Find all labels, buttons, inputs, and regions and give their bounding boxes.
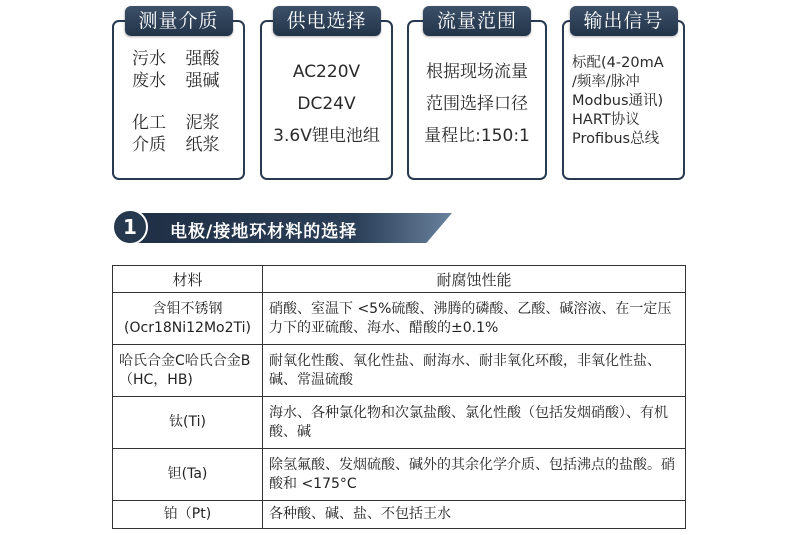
flow-text: 量程比:150:1	[424, 126, 530, 146]
medium-item: 废水	[132, 71, 166, 91]
card-output-signal	[562, 10, 685, 180]
property-cell: 各种酸、碱、盐、不包括王水	[263, 501, 686, 529]
medium-item: 介质	[132, 135, 166, 155]
output-line: HART协议	[572, 112, 640, 128]
medium-item: 强碱	[185, 71, 220, 91]
card-title: 测量介质	[124, 6, 232, 36]
material-cell: 钽(Ta)	[113, 449, 263, 501]
flow-text: 根据现场流量	[426, 62, 528, 82]
property-cell: 海水、各种氯化物和次氯盐酸、氯化性酸（包括发烟硝酸）、有机酸、碱	[263, 397, 686, 449]
table-row	[113, 345, 686, 397]
section-title: 电极/接地环材料的选择	[170, 222, 358, 242]
output-line: Modbus通讯)	[572, 93, 664, 109]
feature-cards	[112, 10, 685, 180]
power-option: AC220V	[292, 62, 361, 82]
material-name: 含钼不锈钢 (Ocr18Ni12Mo2Ti)	[124, 300, 251, 336]
card-power-supply	[260, 10, 393, 180]
table-row	[113, 293, 686, 345]
output-line: Profibus总线	[572, 131, 660, 147]
card-flow-range	[407, 10, 547, 180]
material-cell: 钛(Ti)	[113, 397, 263, 449]
column-header-property: 耐腐蚀性能	[263, 266, 686, 293]
power-option: DC24V	[297, 94, 356, 114]
card-body	[564, 54, 683, 149]
column-header-material: 材料	[113, 266, 263, 293]
property-cell: 耐氧化性酸、氧化性盐、耐海水、耐非氧化环酸，非氧化性盐、碱、常温硫酸	[263, 345, 686, 397]
material-cell	[113, 293, 263, 345]
output-line: 标配(4-20mA	[572, 55, 664, 71]
card-title: 输出信号	[569, 6, 677, 36]
card-title: 供电选择	[272, 6, 380, 36]
medium-item: 泥浆	[185, 113, 220, 133]
section-header	[112, 205, 462, 245]
medium-item: 纸浆	[185, 135, 220, 155]
property-cell: 硝酸、室温下 <5%硫酸、沸腾的磷酸、乙酸、碱溶液、在一定压力下的亚硫酸、海水、醋酸的±0.1%	[263, 293, 686, 345]
medium-item: 污水	[132, 49, 166, 69]
power-option: 3.6V锂电池组	[273, 126, 380, 146]
card-measure-medium	[112, 10, 245, 180]
medium-item: 强酸	[185, 49, 220, 69]
table-row	[113, 397, 686, 449]
material-table	[112, 265, 686, 529]
table-row	[113, 449, 686, 501]
output-line: /频率/脉冲	[572, 74, 640, 90]
table-row	[113, 501, 686, 529]
material-cell: 铂（Pt)	[113, 501, 263, 529]
card-title: 流量范围	[423, 6, 531, 36]
section-number: 1	[112, 209, 148, 245]
card-body	[262, 56, 391, 152]
table-header-row	[113, 266, 686, 293]
card-body	[409, 56, 545, 152]
material-cell: 哈氏合金C哈氏合金B （HC，HB)	[113, 345, 263, 397]
property-cell: 除氢氟酸、发烟硫酸、碱外的其余化学介质、包括沸点的盐酸。硝酸和 <175°C	[263, 449, 686, 501]
card-body	[114, 48, 243, 156]
medium-item: 化工	[132, 113, 166, 133]
flow-text: 范围选择口径	[426, 94, 528, 114]
